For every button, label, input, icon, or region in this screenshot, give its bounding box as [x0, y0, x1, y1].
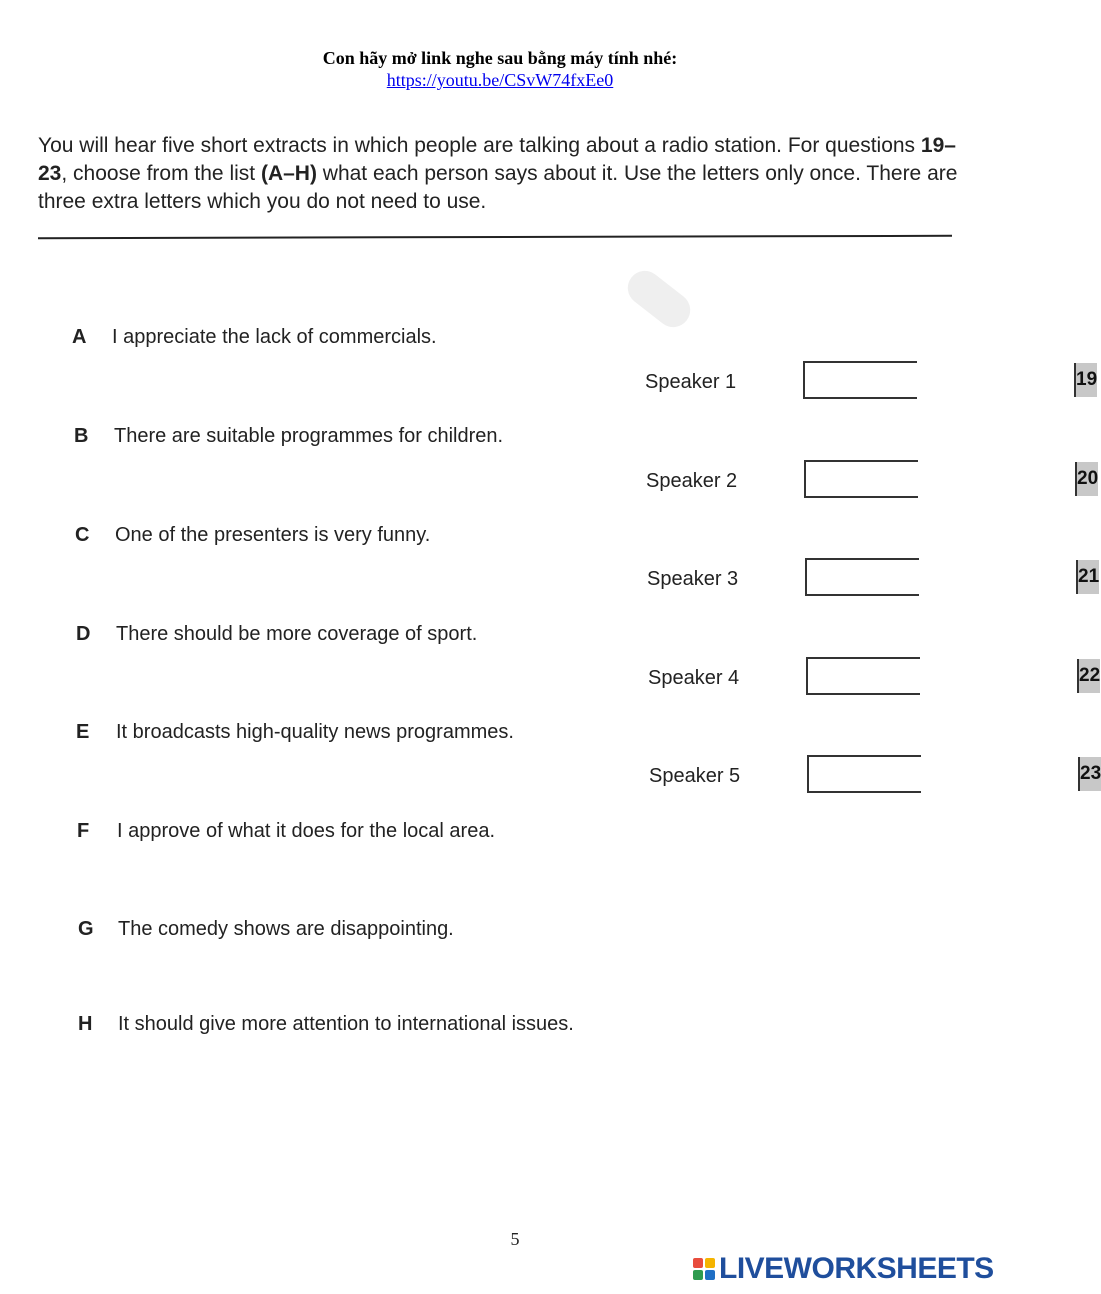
option-text: I appreciate the lack of commercials.	[112, 326, 437, 348]
answer-box	[804, 460, 1099, 498]
option-letter: F	[77, 820, 90, 842]
answer-box	[807, 755, 1101, 793]
speaker-label: Speaker 3	[647, 568, 739, 590]
instructions	[38, 132, 968, 216]
instructions-part2: , choose from the list	[61, 162, 261, 185]
divider	[38, 235, 952, 239]
question-number: 19	[1076, 363, 1097, 397]
question-number: 22	[1079, 659, 1100, 693]
instructions-part1: You will hear five short extracts in which people are talking about a radio station. For questions	[38, 134, 921, 157]
liveworksheets-brand[interactable]	[693, 1252, 994, 1286]
speaker-label: Speaker 2	[646, 470, 738, 492]
option-a	[72, 326, 437, 349]
brand-name: LIVEWORKSHEETS	[719, 1252, 994, 1285]
option-letter: D	[76, 623, 91, 645]
answer-input-20[interactable]	[806, 462, 1077, 496]
option-letter: C	[75, 524, 90, 546]
option-text: It broadcasts high-quality news programmes.	[116, 721, 514, 743]
speaker-label: Speaker 4	[648, 667, 740, 689]
option-letter: G	[78, 918, 94, 940]
speaker-row-5	[649, 755, 1101, 795]
option-letter: A	[72, 326, 87, 348]
instructions-letters: (A–H)	[260, 162, 317, 185]
speaker-row-1	[645, 361, 1098, 401]
answer-input-19[interactable]	[805, 363, 1076, 397]
option-f	[77, 820, 495, 843]
option-d	[76, 623, 477, 646]
option-text: I approve of what it does for the local area.	[117, 820, 495, 842]
speaker-row-2	[646, 460, 1099, 500]
option-text: It should give more attention to international issues.	[118, 1013, 574, 1035]
option-letter: B	[74, 425, 89, 447]
speaker-label: Speaker 1	[645, 371, 737, 393]
question-number: 21	[1078, 560, 1099, 594]
watermark-smudge	[621, 264, 697, 334]
option-letter: H	[78, 1013, 93, 1035]
instructions-part3: what each person says about it. Use the letters only once. There are three extra letters which you do not need to use.	[38, 162, 958, 213]
option-g	[78, 918, 454, 941]
option-b	[74, 425, 503, 448]
question-number: 23	[1080, 757, 1101, 791]
answer-input-21[interactable]	[807, 560, 1078, 594]
option-h	[78, 1013, 574, 1036]
speaker-label: Speaker 5	[649, 765, 741, 787]
option-text: One of the presenters is very funny.	[115, 524, 431, 546]
speaker-row-4	[648, 657, 1101, 697]
question-number: 20	[1077, 462, 1098, 496]
option-text: There are suitable programmes for children.	[114, 425, 504, 447]
option-e	[76, 721, 514, 744]
answer-box	[806, 657, 1101, 695]
answer-box	[805, 558, 1100, 596]
liveworksheets-logo-icon	[693, 1258, 715, 1280]
answer-box	[803, 361, 1098, 399]
instructions-range: 19–23	[38, 134, 956, 185]
answer-input-23[interactable]	[809, 757, 1080, 791]
page-number: 5	[510, 1229, 520, 1249]
option-text: The comedy shows are disappointing.	[118, 918, 454, 940]
option-letter: E	[76, 721, 90, 743]
answer-input-22[interactable]	[808, 659, 1079, 693]
option-c	[75, 524, 430, 547]
header-title: Con hãy mở link nghe sau bằng máy tính nhé:	[322, 48, 678, 68]
speaker-row-3	[647, 558, 1100, 598]
youtube-link[interactable]: https://youtu.be/CSvW74fxEe0	[386, 70, 614, 90]
option-text: There should be more coverage of sport.	[116, 623, 478, 645]
